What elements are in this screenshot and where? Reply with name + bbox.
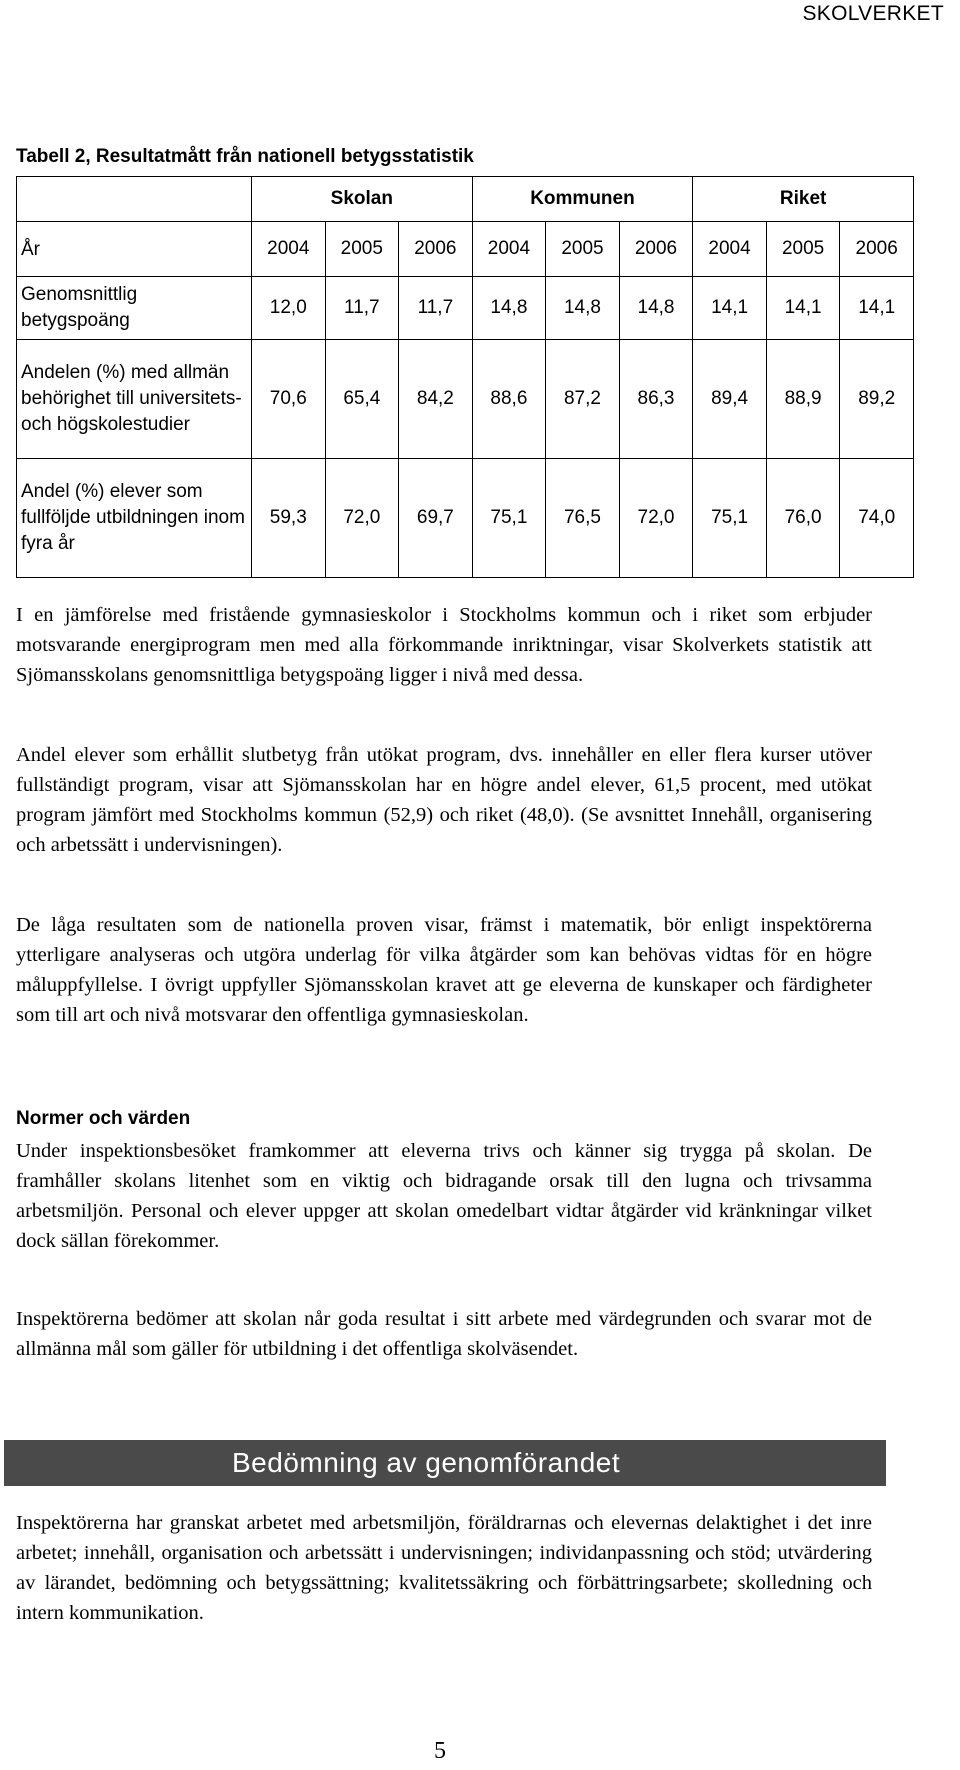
value-cell: 84,2 bbox=[399, 340, 473, 459]
header-org: SKOLVERKET bbox=[802, 2, 944, 25]
value-cell: 14,8 bbox=[619, 277, 693, 340]
section-heading-normer: Normer och värden bbox=[16, 1108, 191, 1129]
year-cell: 2006 bbox=[619, 222, 693, 277]
value-cell: 75,1 bbox=[472, 459, 546, 578]
value-cell: 88,9 bbox=[766, 340, 840, 459]
row-label: Andelen (%) med allmän behörighet till universitets- och högskolestudier bbox=[17, 340, 252, 459]
value-cell: 65,4 bbox=[325, 340, 399, 459]
value-cell: 72,0 bbox=[619, 459, 693, 578]
stats-table bbox=[16, 176, 914, 578]
table-row bbox=[17, 340, 914, 459]
value-cell: 11,7 bbox=[399, 277, 473, 340]
paragraph-normer-1: Under inspektionsbesöket framkommer att eleverna trivs och känner sig trygga på skolan. De framhåller skolans litenhet som en viktig och bidragande orsak till den lugna och trivsamma arbetsmiljön. Personal och elever uppger att skolan omedelbart vidtar åtgärder vid kränkningar vilket dock sällan förekommer. bbox=[16, 1140, 872, 1252]
year-cell: 2006 bbox=[840, 222, 914, 277]
year-cell: 2005 bbox=[766, 222, 840, 277]
value-cell: 14,1 bbox=[840, 277, 914, 340]
value-cell: 88,6 bbox=[472, 340, 546, 459]
value-cell: 87,2 bbox=[546, 340, 620, 459]
value-cell: 75,1 bbox=[693, 459, 767, 578]
paragraph-extended-program: Andel elever som erhållit slutbetyg från utökat program, dvs. innehåller en eller flera kurser utöver fullständigt program, visar att Sjömansskolan har en högre andel elever, 61,5 procent, med utökat program jämfört med Stockholms kommun (52,9) och riket (48,0). (Se avsnittet Innehåll, organisering och arbetssätt i undervisningen). bbox=[16, 744, 872, 856]
group-header-riket: Riket bbox=[693, 177, 914, 222]
paragraph-national-tests: De låga resultaten som de nationella proven visar, främst i matematik, bör enligt inspektörerna ytterligare analyseras och utgöra underlag för vilka åtgärder som kan behövas vidtas för en högre måluppfyllelse. I övrigt uppfyller Sjömansskolan kravet att ge eleverna de kunskaper och färdigheter som till art och nivå motsvarar den offentliga gymnasieskolan. bbox=[16, 914, 872, 1026]
table-year-row bbox=[17, 222, 914, 277]
table-row bbox=[17, 277, 914, 340]
table-row bbox=[17, 459, 914, 578]
paragraph-bedomning: Inspektörerna har granskat arbetet med arbetsmiljön, föräldrarnas och elevernas delaktighet i det inre arbetet; innehåll, organisation och arbetssätt i undervisningen; individanpassning och stöd; utvärdering av lärandet, bedömning och betygssättning; kvalitetssäkring och förbättringsarbete; skolledning och intern kommunikation. bbox=[16, 1512, 872, 1624]
value-cell: 14,1 bbox=[693, 277, 767, 340]
value-cell: 14,8 bbox=[546, 277, 620, 340]
year-label: År bbox=[17, 222, 252, 277]
year-cell: 2005 bbox=[546, 222, 620, 277]
value-cell: 74,0 bbox=[840, 459, 914, 578]
paragraph-normer-2: Inspektörerna bedömer att skolan når goda resultat i sitt arbete med värdegrunden och svarar mot de allmänna mål som gäller för utbildning i det offentliga skolväsendet. bbox=[16, 1308, 872, 1360]
value-cell: 72,0 bbox=[325, 459, 399, 578]
year-cell: 2004 bbox=[252, 222, 326, 277]
row-label: Genomsnittlig betygspoäng bbox=[17, 277, 252, 340]
value-cell: 70,6 bbox=[252, 340, 326, 459]
paragraph-comparison: I en jämförelse med fristående gymnasieskolor i Stockholms kommun och i riket som erbjuder motsvarande energiprogram men med alla förkommande inriktningar, visar Skolverkets statistik att Sjömansskolans genomsnittliga betygspoäng ligger i nivå med dessa. bbox=[16, 604, 872, 686]
value-cell: 12,0 bbox=[252, 277, 326, 340]
year-cell: 2004 bbox=[693, 222, 767, 277]
table-corner-cell bbox=[17, 177, 252, 222]
group-header-skolan: Skolan bbox=[252, 177, 473, 222]
section-banner bbox=[4, 1440, 886, 1486]
value-cell: 11,7 bbox=[325, 277, 399, 340]
value-cell: 89,4 bbox=[693, 340, 767, 459]
group-header-kommunen: Kommunen bbox=[472, 177, 693, 222]
value-cell: 89,2 bbox=[840, 340, 914, 459]
year-cell: 2006 bbox=[399, 222, 473, 277]
year-cell: 2005 bbox=[325, 222, 399, 277]
table-group-header-row bbox=[17, 177, 914, 222]
value-cell: 86,3 bbox=[619, 340, 693, 459]
value-cell: 14,1 bbox=[766, 277, 840, 340]
value-cell: 76,0 bbox=[766, 459, 840, 578]
section-heading-bedomning: Bedömning av genomförandet bbox=[232, 1447, 621, 1478]
row-label: Andel (%) elever som fullföljde utbildningen inom fyra år bbox=[17, 459, 252, 578]
page-number: 5 bbox=[434, 1738, 446, 1764]
value-cell: 76,5 bbox=[546, 459, 620, 578]
table-caption: Tabell 2, Resultatmått från nationell betygsstatistik bbox=[16, 146, 474, 167]
value-cell: 59,3 bbox=[252, 459, 326, 578]
value-cell: 14,8 bbox=[472, 277, 546, 340]
value-cell: 69,7 bbox=[399, 459, 473, 578]
year-cell: 2004 bbox=[472, 222, 546, 277]
